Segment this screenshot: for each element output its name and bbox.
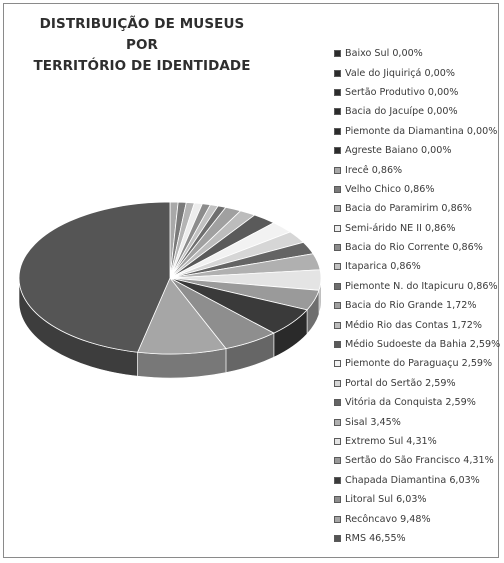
legend-item <box>334 451 500 470</box>
legend-swatch <box>334 108 341 115</box>
legend-item <box>334 122 500 141</box>
legend-label: Extremo Sul 4,31% <box>345 436 437 447</box>
legend-label: Litoral Sul 6,03% <box>345 494 427 506</box>
legend-item <box>334 471 500 490</box>
legend-swatch <box>334 283 341 290</box>
legend-swatch <box>334 380 341 387</box>
legend-swatch <box>334 186 341 193</box>
legend-label: Piemonte da Diamantina 0,00% <box>345 125 498 137</box>
legend-label: Velho Chico 0,86% <box>345 183 435 195</box>
legend-item <box>334 432 500 451</box>
legend-item <box>334 335 500 354</box>
legend-item <box>334 83 500 102</box>
legend-label: Piemonte N. do Itapicuru 0,86% <box>345 280 498 292</box>
chart-title-line-1: DISTRIBUIÇÃO DE MUSEUS POR <box>39 16 245 53</box>
legend-item <box>334 44 500 63</box>
legend-label: Vale do Jiquiriçá 0,00% <box>345 67 455 79</box>
legend-item <box>334 199 500 218</box>
legend-label: Bacia do Rio Corrente 0,86% <box>345 242 483 254</box>
legend-item <box>334 63 500 82</box>
legend-swatch <box>334 244 341 251</box>
legend-item <box>334 490 500 509</box>
legend-item <box>334 238 500 257</box>
chart-legend <box>334 44 500 548</box>
legend-swatch <box>334 419 341 426</box>
legend-swatch <box>334 516 341 523</box>
legend-label: Itaparica 0,86% <box>345 261 421 273</box>
legend-swatch <box>334 360 341 367</box>
legend-item <box>334 257 500 276</box>
legend-swatch <box>334 341 341 348</box>
legend-item <box>334 141 500 160</box>
legend-label: Chapada Diamantina 6,03% <box>345 474 480 486</box>
legend-swatch <box>334 225 341 232</box>
legend-swatch <box>334 89 341 96</box>
legend-label: Irecê 0,86% <box>345 164 403 176</box>
legend-label: Portal do Sertão 2,59% <box>345 377 456 389</box>
legend-swatch <box>334 399 341 406</box>
legend-label: Sertão Produtivo 0,00% <box>345 86 459 98</box>
legend-label: Semi-árido NE II 0,86% <box>345 222 456 234</box>
legend-item <box>334 412 500 431</box>
legend-swatch <box>334 70 341 77</box>
legend-swatch <box>334 322 341 329</box>
legend-item <box>334 296 500 315</box>
legend-item <box>334 277 500 296</box>
legend-item <box>334 529 500 548</box>
legend-item <box>334 354 500 373</box>
legend-swatch <box>334 263 341 270</box>
legend-item <box>334 102 500 121</box>
legend-swatch <box>334 302 341 309</box>
legend-swatch <box>334 496 341 503</box>
legend-label: Bacia do Jacuípe 0,00% <box>345 106 458 118</box>
legend-label: RMS 46,55% <box>345 532 406 544</box>
legend-swatch <box>334 477 341 484</box>
legend-label: Sertão do São Francisco 4,31% <box>345 455 494 467</box>
legend-item <box>334 374 500 393</box>
legend-item <box>334 160 500 179</box>
legend-swatch <box>334 457 341 464</box>
legend-swatch <box>334 128 341 135</box>
legend-label: Médio Rio das Contas 1,72% <box>345 319 482 331</box>
legend-swatch <box>334 535 341 542</box>
legend-item <box>334 315 500 334</box>
legend-label: Agreste Baiano 0,00% <box>345 145 452 157</box>
legend-item <box>334 180 500 199</box>
legend-label: Piemonte do Paraguaçu 2,59% <box>345 358 493 370</box>
legend-swatch <box>334 438 341 445</box>
legend-label: Sisal 3,45% <box>345 416 401 428</box>
legend-swatch <box>334 205 341 212</box>
legend-label: Bacia do Paramirim 0,86% <box>345 203 472 215</box>
legend-label: Bacia do Rio Grande 1,72% <box>345 300 477 312</box>
legend-swatch <box>334 50 341 57</box>
legend-swatch <box>334 147 341 154</box>
legend-label: Médio Sudoeste da Bahia 2,59% <box>345 339 501 351</box>
legend-label: Baixo Sul 0,00% <box>345 48 423 60</box>
legend-item <box>334 219 500 238</box>
chart-title-line-2: TERRITÓRIO DE IDENTIDADE <box>33 58 251 74</box>
legend-swatch <box>334 167 341 174</box>
legend-label: Recôncavo 9,48% <box>345 513 431 525</box>
legend-item <box>334 393 500 412</box>
legend-item <box>334 509 500 528</box>
legend-label: Vitória da Conquista 2,59% <box>345 397 476 409</box>
